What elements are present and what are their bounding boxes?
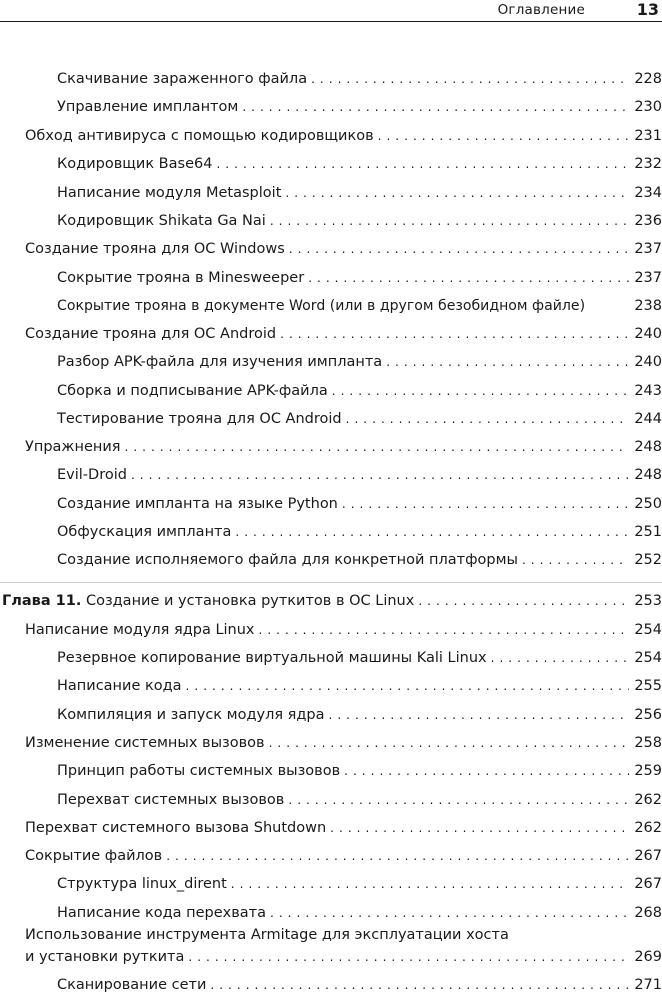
toc-entry[interactable]: Сборка и подписывание APK-файла . . . 243 (0, 378, 662, 404)
chapter-label: Глава 11. (2, 593, 82, 609)
toc-entry[interactable]: Написание кода . . . 255 (0, 673, 662, 699)
toc-entry[interactable]: Создание импланта на языке Python . . . 250 (0, 491, 662, 517)
toc-entry[interactable]: Структура linux_dirent . . . 267 (0, 871, 662, 897)
page-number: 13 (636, 0, 659, 19)
toc-entry[interactable]: Обфускация импланта . . . 251 (0, 519, 662, 545)
toc-entry[interactable]: Создание исполняемого файла для конкретной платформы . . . 252 (0, 547, 662, 573)
toc-entry[interactable]: Обход антивируса с помощью кодировщиков . . . 231 (0, 123, 662, 149)
chapter-separator (0, 582, 662, 583)
toc-entry[interactable]: Упражнения . . . 248 (0, 434, 662, 460)
toc-entry[interactable]: Сокрытие файлов . . . 267 (0, 843, 662, 869)
toc-entry[interactable]: Разбор APK-файла для изучения импланта . . . 240 (0, 349, 662, 375)
toc-entry[interactable]: Перехват системных вызовов . . . 262 (0, 787, 662, 813)
toc-entry[interactable]: и установки руткита . . . 269 (0, 944, 662, 970)
toc-entry[interactable]: Компиляция и запуск модуля ядра . . . 256 (0, 702, 662, 728)
toc-entry[interactable]: Резервное копирование виртуальной машины Kali Linux . . . 254 (0, 645, 662, 671)
toc-entry[interactable]: Изменение системных вызовов . . . 258 (0, 730, 662, 756)
toc-entry[interactable]: Сокрытие трояна в документе Word (или в другом безобидном файле) 238 (0, 293, 662, 319)
toc-entry[interactable]: Написание кода перехвата . . . 268 (0, 900, 662, 926)
header-rule (0, 21, 662, 22)
toc-entry[interactable]: Кодировщик Base64 . . . 232 (0, 151, 662, 177)
toc-entry[interactable]: Сокрытие трояна в Minesweeper . . . 237 (0, 265, 662, 291)
toc-entry[interactable]: Создание трояна для ОС Windows . . . 237 (0, 236, 662, 262)
toc-entry[interactable]: Тестирование трояна для ОС Android . . . 244 (0, 406, 662, 432)
toc-chapter-entry[interactable]: Глава 11. Создание и установка руткитов в ОС Linux . . . 253 (0, 588, 662, 614)
toc-entry[interactable]: Кодировщик Shikata Ga Nai . . . 236 (0, 208, 662, 234)
toc-entry[interactable]: Создание трояна для ОС Android . . . 240 (0, 321, 662, 347)
toc-entry[interactable]: Принцип работы системных вызовов . . . 259 (0, 758, 662, 784)
toc-entry[interactable]: Перехват системного вызова Shutdown . . . 262 (0, 815, 662, 841)
toc-entry[interactable]: Evil-Droid . . . 248 (0, 462, 662, 488)
header-title: Оглавление (497, 2, 585, 18)
toc-entry[interactable]: Написание модуля ядра Linux . . . 254 (0, 617, 662, 643)
toc-entry[interactable]: Скачивание зараженного файла . . . 228 (0, 66, 662, 92)
toc-entry-line1[interactable]: Использование инструмента Armitage для эксплуатации хоста (25, 927, 509, 943)
chapter-title: Создание и установка руткитов в ОС Linux (85, 593, 415, 609)
running-header (0, 0, 662, 22)
toc-entry[interactable]: Сканирование сети . . . 271 (0, 972, 662, 998)
toc-entry[interactable]: Написание модуля Metasploit . . . 234 (0, 180, 662, 206)
toc-entry[interactable]: Управление имплантом . . . 230 (0, 94, 662, 120)
